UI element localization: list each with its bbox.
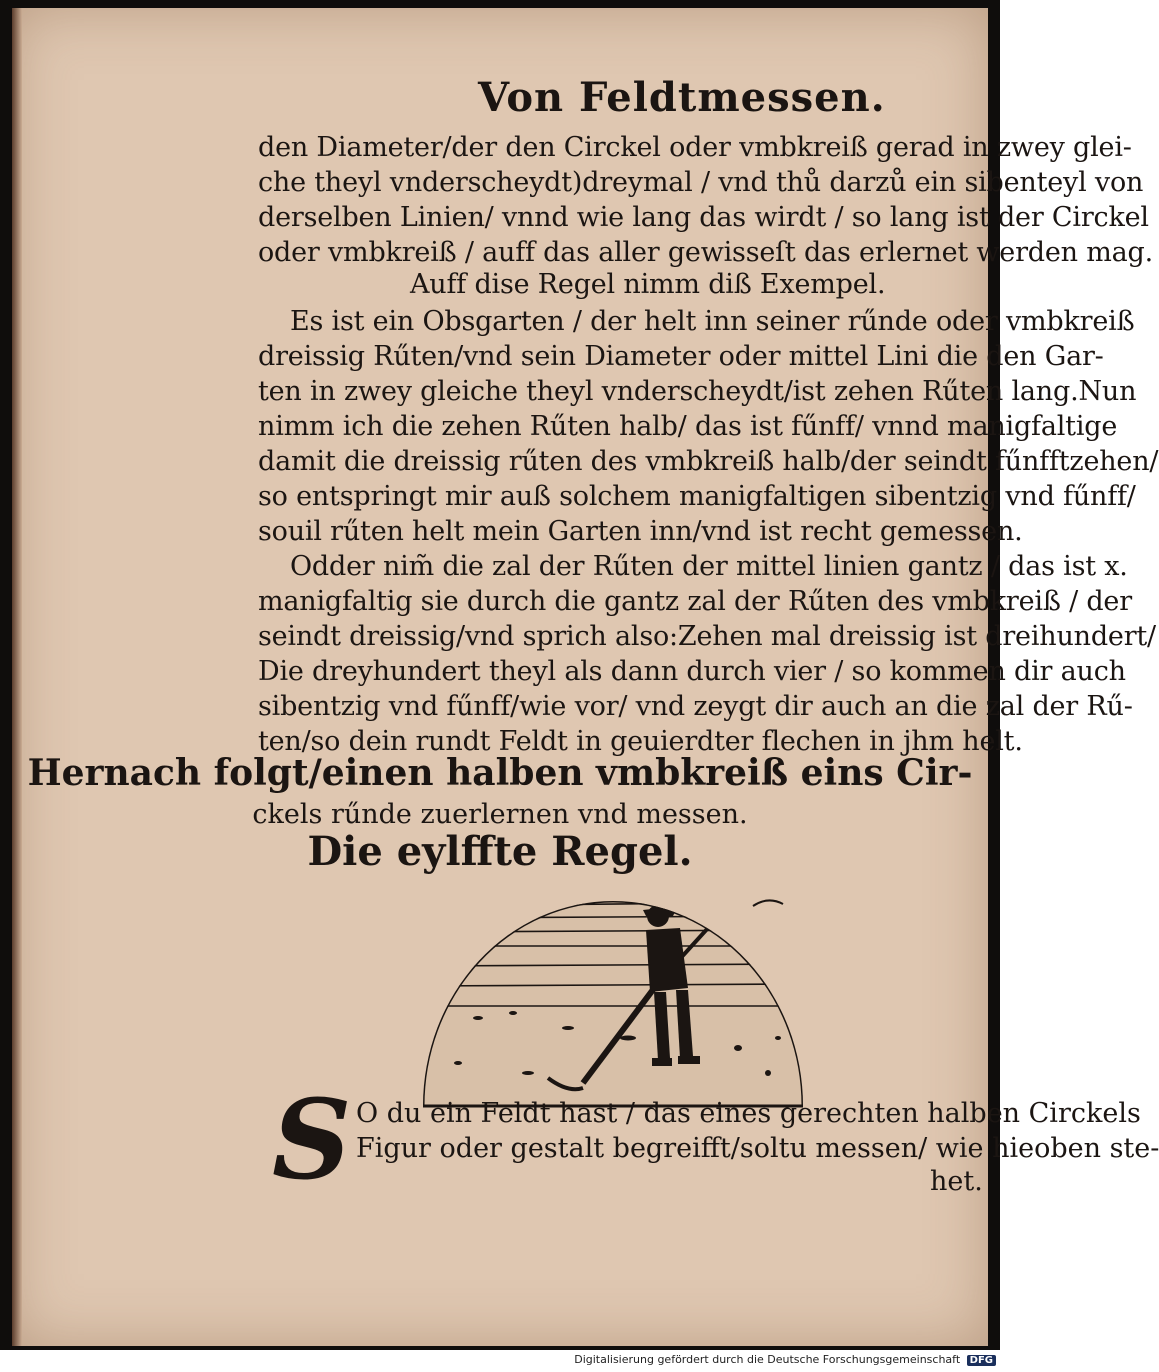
rule-caption: Auff dise Regel nimm diß Exempel. <box>410 269 886 300</box>
decorated-initial-s <box>272 1075 352 1204</box>
text-line: so entspringt mir auß solchem manigfaltigen sibentzig vnd fűnff/ <box>258 481 1136 512</box>
text-line: nimm ich die zehen Rűten halb/ das ist fűnff/ vnnd manigfaltige <box>258 411 1118 442</box>
text-line: ten/so dein rundt Feldt in geuierdter flechen in jhm helt. <box>258 726 1023 757</box>
section-heading: Hernach folgt/einen halben vmbkreiß eins Cir- <box>27 752 973 794</box>
text-line: souil rűten helt mein Garten inn/vnd ist recht gemessen. <box>258 516 1023 547</box>
digitization-footer <box>574 1353 996 1366</box>
page-gutter-edge <box>12 8 22 1346</box>
initial-letter: S <box>272 1075 352 1204</box>
text-line: manigfaltig sie durch die gantz zal der Rűten des vmbkreiß / der <box>258 586 1132 617</box>
text-line: den Diameter/der den Circkel oder vmbkreiß gerad in zwey glei- <box>258 132 1132 163</box>
running-head: Von Feldtmessen. <box>478 74 886 121</box>
text-line: O du ein Feldt hast / das eines gerechten halben Circkels <box>356 1098 1141 1129</box>
text-line: Odder nim̃ die zal der Rűten der mittel linien gantz / das ist x. <box>290 551 1128 582</box>
text-line: ten in zwey gleiche theyl vnderscheydt/ist zehen Rűten lang.Nun <box>258 376 1137 407</box>
text-line: Es ist ein Obsgarten / der helt inn seiner rűnde oder vmbkreiß <box>290 306 1135 337</box>
text-line: Die dreyhundert theyl als dann durch vier / so kommen dir auch <box>258 656 1126 687</box>
dfg-logo: DFG <box>967 1355 996 1366</box>
text-line: che theyl vnderscheydt)dreymal / vnd thů darzů ein sibenteyl von <box>258 167 1144 198</box>
footer-text: Digitalisierung gefördert durch die Deutsche Forschungsgemeinschaft <box>574 1353 961 1366</box>
text-line: Figur oder gestalt begreifft/soltu messen/ wie hieoben ste- <box>356 1133 1159 1164</box>
text-line: derselben Linien/ vnnd wie lang das wirdt / so lang ist der Circkel <box>258 202 1149 233</box>
rule-title: Die eylffte Regel. <box>307 828 693 875</box>
woodcut-illustration-semicircle-field <box>418 888 808 1110</box>
text-line: sibentzig vnd fűnff/wie vor/ vnd zeygt dir auch an die zal der Rű- <box>258 691 1133 722</box>
text-line: seindt dreissig/vnd sprich also:Zehen mal dreissig ist dreihundert/ <box>258 621 1156 652</box>
section-heading-continued: ckels rűnde zuerlernen vnd messen. <box>252 799 748 830</box>
text-line: het. <box>930 1166 983 1197</box>
text-line: damit die dreissig rűten des vmbkreiß halb/der seindt fűnfftzehen/ <box>258 446 1159 477</box>
text-line: dreissig Rűten/vnd sein Diameter oder mittel Lini die den Gar- <box>258 341 1104 372</box>
text-line: oder vmbkreiß / auff das aller gewisseſt das erlernet werden mag. <box>258 237 1153 268</box>
